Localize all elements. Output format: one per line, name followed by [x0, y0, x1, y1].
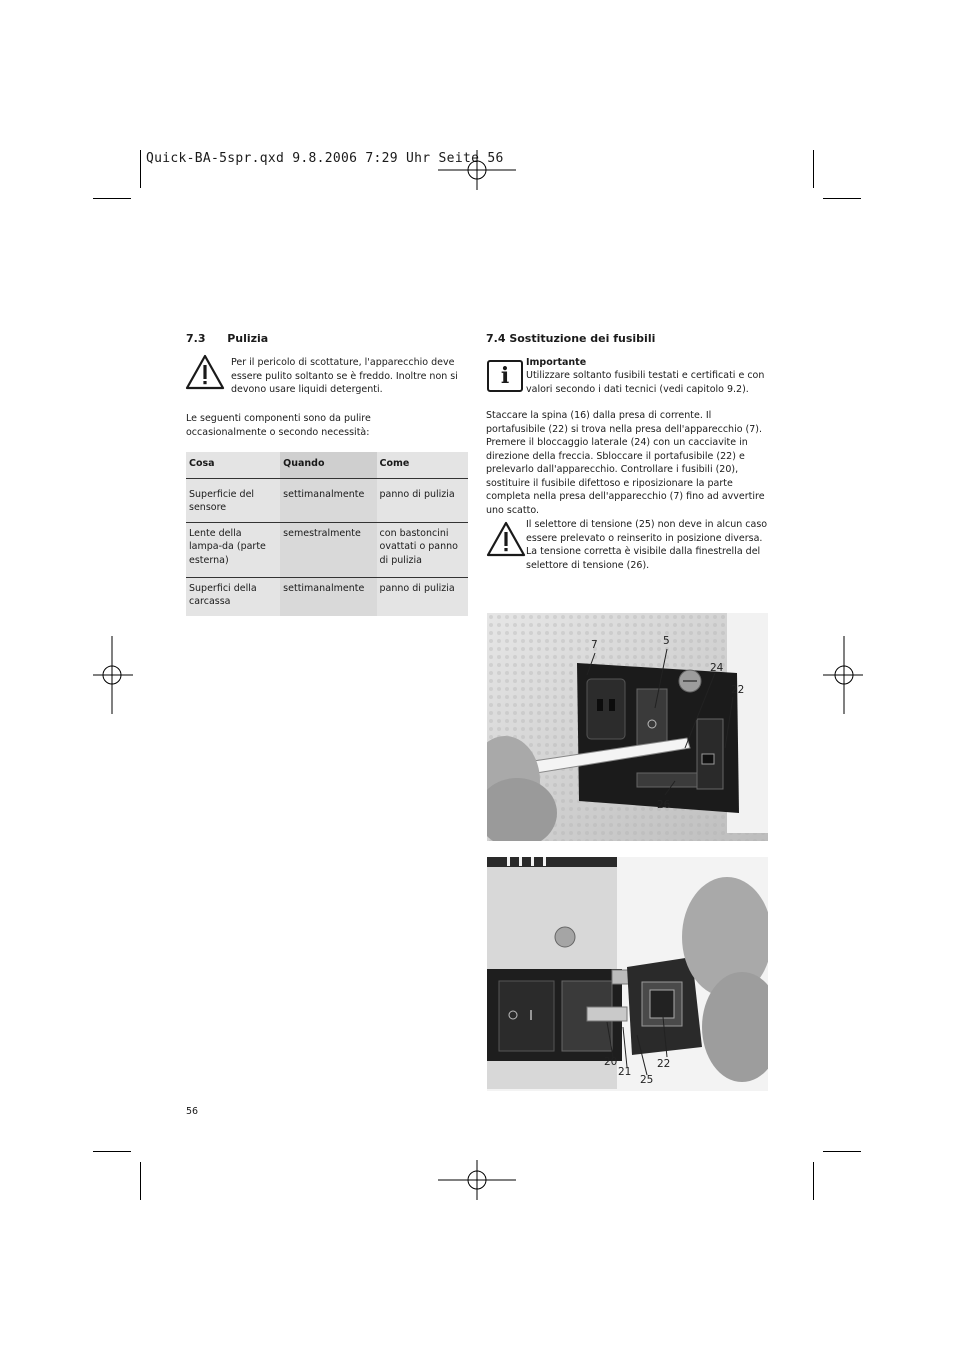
registration-mark-icon [93, 636, 133, 714]
table-cell: con bastoncini ovattati o panno di pulizia [377, 522, 468, 577]
registration-mark-icon [823, 636, 863, 714]
callout-label: 22 [657, 1058, 671, 1070]
section-heading-7-3 [186, 332, 268, 345]
fuse-holder-photo-2 [487, 857, 768, 1091]
crop-mark [823, 198, 861, 199]
crop-mark [140, 150, 141, 188]
callout-label: 21 [618, 1066, 632, 1078]
table-header-cell: Cosa [186, 452, 280, 478]
heading-title: Pulizia [227, 332, 269, 345]
callout-label: 22 [731, 684, 745, 696]
callout-label: 26 [657, 799, 671, 811]
warning-triangle-icon [185, 354, 225, 390]
callout-label: 7 [591, 639, 598, 651]
important-text: Utilizzare soltanto fusibili testati e certificati e con valori secondo i dati tecnici (vedi capitolo 9.2). [526, 370, 765, 395]
crop-mark [813, 1162, 814, 1200]
file-slug: Quick-BA-5spr.qxd 9.8.2006 7:29 Uhr Seite 56 [146, 151, 504, 166]
crop-mark [93, 1151, 131, 1152]
fuse-procedure-text: Staccare la spina (16) dalla presa di corrente. Il portafusibile (22) si trova nella presa dell'apparecchio (7). Premere il bloccaggio laterale (24) con un cacciavite in direzione della freccia. Sbloccare il portafusibile (22) e prelevarlo dall'apparecchio. Controllare i fusibili (20), sostituire il fusibile difettoso e riposizionare la parte completa nella presa dell'apparecchio (7) fino ad avvertire uno scatto. [486, 410, 765, 516]
fuse-holder-removed-illustration [487, 857, 768, 1091]
crop-mark [140, 1162, 141, 1200]
table-cell: Superficie del sensore [186, 478, 280, 522]
callout-label: 20 [604, 1056, 618, 1068]
cleaning-intro: Le seguenti componenti sono da pulire occasionalmente o secondo necessità: [186, 413, 371, 438]
registration-mark-icon [438, 1160, 516, 1200]
table-cell: settimanalmente [280, 577, 376, 616]
table-header-cell: Quando [280, 452, 376, 478]
important-title: Importante [526, 357, 587, 368]
registration-mark-icon [438, 150, 516, 190]
table-cell: panno di pulizia [377, 577, 468, 616]
warning-triangle-icon [486, 521, 526, 557]
table-cell: semestralmente [280, 522, 376, 577]
table-cell: panno di pulizia [377, 478, 468, 522]
cleaning-table [186, 452, 468, 616]
callout-label: 24 [710, 662, 724, 674]
cleaning-warning-text: Per il pericolo di scottature, l'apparecchio deve essere pulito soltanto se è freddo. Inoltre non si devono usare liquidi detergenti. [231, 357, 458, 395]
table-cell: Superfici della carcassa [186, 577, 280, 616]
table-header-cell: Come [377, 452, 468, 478]
table-header-row [186, 452, 468, 478]
page-number: 56 [186, 1106, 199, 1117]
table-row [186, 522, 468, 577]
fuse-holder-photo-1 [487, 613, 768, 841]
table-row [186, 478, 468, 522]
table-cell: Lente della lampa-da (parte esterna) [186, 522, 280, 577]
callout-label: 5 [663, 635, 670, 647]
fuse-holder-illustration [487, 613, 768, 841]
crop-mark [823, 1151, 861, 1152]
crop-mark [813, 150, 814, 188]
callout-label: 25 [640, 1074, 654, 1086]
voltage-selector-warning: Il selettore di tensione (25) non deve in alcun caso essere prelevato o reinserito in posizione diversa. La tensione corretta è visibile dalla finestrella del selettore di tensione (26). [526, 519, 768, 571]
table-cell: settimanalmente [280, 478, 376, 522]
section-heading-7-4: 7.4 Sostituzione dei fusibili [486, 332, 656, 345]
table-row [186, 577, 468, 616]
heading-number: 7.3 [186, 332, 206, 345]
crop-mark [93, 198, 131, 199]
info-icon: i [487, 360, 523, 392]
